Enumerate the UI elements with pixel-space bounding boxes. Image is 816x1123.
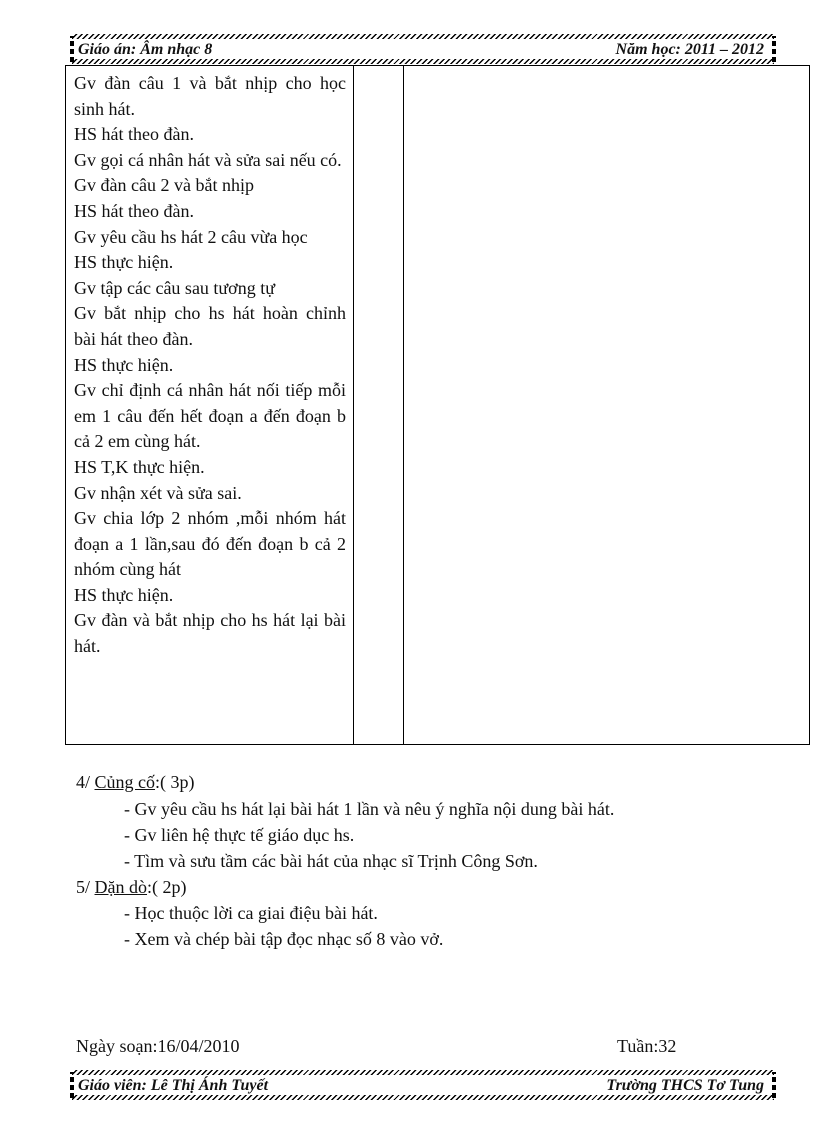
section-5-heading: Dặn dò [94, 877, 148, 897]
activity-line: Gv yêu cầu hs hát 2 câu vừa học [74, 226, 308, 247]
section-4-item: - Gv yêu cầu hs hát lại bài hát 1 lần và nêu ý nghĩa nội dung bài hát. [124, 799, 615, 819]
footer-teacher: Giáo viên: Lê Thị Ánh Tuyết [78, 1077, 269, 1094]
section-4-heading: Củng cố [94, 772, 156, 792]
activity-line: Gv đàn câu 1 và bắt nhịp cho học sinh hát. [74, 73, 346, 119]
footer-school: Trường THCS Tơ Tung [606, 1077, 764, 1094]
activity-line: Gv đàn và bắt nhịp cho hs hát lại bài hát. [74, 610, 346, 657]
activity-line: HS thực hiện. [74, 354, 174, 375]
section-4-title [76, 772, 195, 793]
activity-line: HS hát theo đàn. [74, 200, 194, 221]
activity-line: Gv chỉ định cá nhân hát nối tiếp mỗi em 1 câu đến hết đoạn a đến đoạn b cả 2 em cùng hát. [74, 380, 346, 452]
section-5-title [76, 877, 187, 898]
page-header [70, 34, 776, 64]
section-5-item: - Xem và chép bài tập đọc nhạc số 8 vào vở. [124, 929, 444, 949]
activity-line: Gv chia lớp 2 nhóm ,mỗi nhóm hát đoạn a 1 lần,sau đó đến đoạn b cả 2 nhóm cùng hát [74, 508, 346, 580]
week-number: Tuần:32 [617, 1036, 677, 1056]
content-cell [404, 66, 810, 745]
activity-line: HS hát theo đàn. [74, 124, 194, 145]
activity-text [66, 66, 353, 660]
footer-border-bottom [72, 1095, 774, 1100]
header-border-bottom [72, 59, 774, 64]
section-5-item: - Học thuộc lời ca giai điệu bài hát. [124, 903, 378, 923]
section-5-number: 5/ [76, 877, 95, 897]
header-border-top [72, 34, 774, 39]
header-subject: Giáo án: Âm nhạc 8 [78, 41, 213, 58]
activity-line: Gv gọi cá nhân hát và sửa sai nếu có. [74, 149, 342, 170]
activity-line: HS thực hiện. [74, 584, 174, 605]
section-4-item: - Tìm và sưu tầm các bài hát của nhạc sĩ Trịnh Công Sơn. [124, 851, 538, 871]
activity-line: Gv đàn câu 2 và bắt nhịp [74, 175, 254, 196]
time-cell [354, 66, 404, 745]
preparation-date: Ngày soạn:16/04/2010 [76, 1036, 240, 1056]
table-row [66, 66, 810, 745]
section-4-time: :( 3p) [155, 772, 195, 792]
header-school-year: Năm học: 2011 – 2012 [615, 41, 764, 58]
activity-line: HS thực hiện. [74, 252, 174, 273]
page-footer [70, 1070, 776, 1100]
activity-line: Gv tập các câu sau tương tự [74, 277, 275, 298]
lesson-table [65, 65, 810, 745]
section-5-time: :( 2p) [147, 877, 187, 897]
teacher-student-activity-cell [66, 66, 354, 745]
activity-line: Gv nhận xét và sửa sai. [74, 482, 242, 503]
activity-line: HS T,K thực hiện. [74, 456, 205, 477]
activity-line: Gv bắt nhịp cho hs hát hoàn chỉnh bài hát theo đàn. [74, 303, 346, 349]
footer-border-top [72, 1070, 774, 1075]
section-4-number: 4/ [76, 772, 95, 792]
section-4-item: - Gv liên hệ thực tế giáo dục hs. [124, 825, 355, 845]
